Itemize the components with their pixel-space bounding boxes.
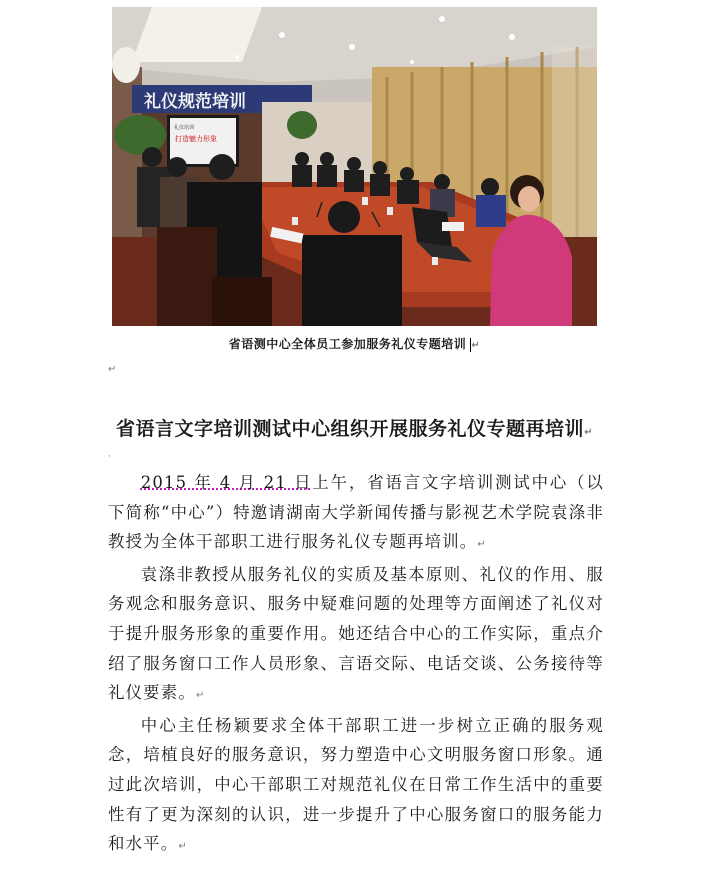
meeting-photo-drawing: [112, 7, 597, 326]
article-title-text: 省语言文字培训测试中心组织开展服务礼仪专题再培训: [116, 418, 585, 440]
paragraph-mark: ↵: [477, 539, 487, 551]
empty-paragraph-mark: ↵: [108, 364, 117, 375]
paragraph-3-text: 中心主任杨颖要求全体干部职工进一步树立正确的服务观念，培植良好的服务意识，努力塑造中心文明服务窗口形象。通过此次培训，中心干部职工对规范礼仪在日常工作生活中的重要性有了更为深刻的认识，进一步提升了中心服务窗口的服务能力和水平。: [108, 715, 604, 854]
paragraph-2-text: 袁涤非教授从服务礼仪的实质及基本原则、礼仪的作用、服务观念和服务意识、服务中疑难问题的处理等方面阐述了礼仪对于提升服务形象的重要作用。她还结合中心的工作实际，重点介绍了服务窗口工作人员形象、言语交际、电话交谈、公务接待等礼仪要素。: [108, 564, 604, 703]
article-title: [0, 414, 709, 441]
banner-text: 礼仪规范培训: [144, 92, 246, 112]
paragraph-mark: ↵: [471, 340, 481, 351]
screen-header: 礼仪培训: [174, 125, 195, 131]
paragraph-3: [108, 711, 604, 862]
photo-caption-text: 省语测中心全体员工参加服务礼仪专题培训: [228, 337, 467, 351]
meeting-photo: [112, 7, 597, 326]
paragraph-mark: ↵: [584, 427, 593, 438]
article-body: [108, 468, 604, 862]
paragraph-1: [108, 468, 604, 560]
paragraph-mark: ↵: [178, 841, 188, 853]
empty-line-dot: ·: [108, 452, 111, 462]
paragraph-1-text: 上午，省语言文字培训测试中心（以下简称“中心”）特邀请湖南大学新闻传播与影视艺术学院袁涤非教授为全体干部职工进行服务礼仪专题再培训。: [108, 473, 604, 552]
screen-title: 打造魅力形象: [175, 135, 217, 143]
paragraph-2: [108, 560, 604, 711]
photo-caption: [0, 335, 709, 352]
event-date: 2015 年 4 月 21 日: [140, 473, 313, 492]
paragraph-mark: ↵: [195, 690, 206, 702]
